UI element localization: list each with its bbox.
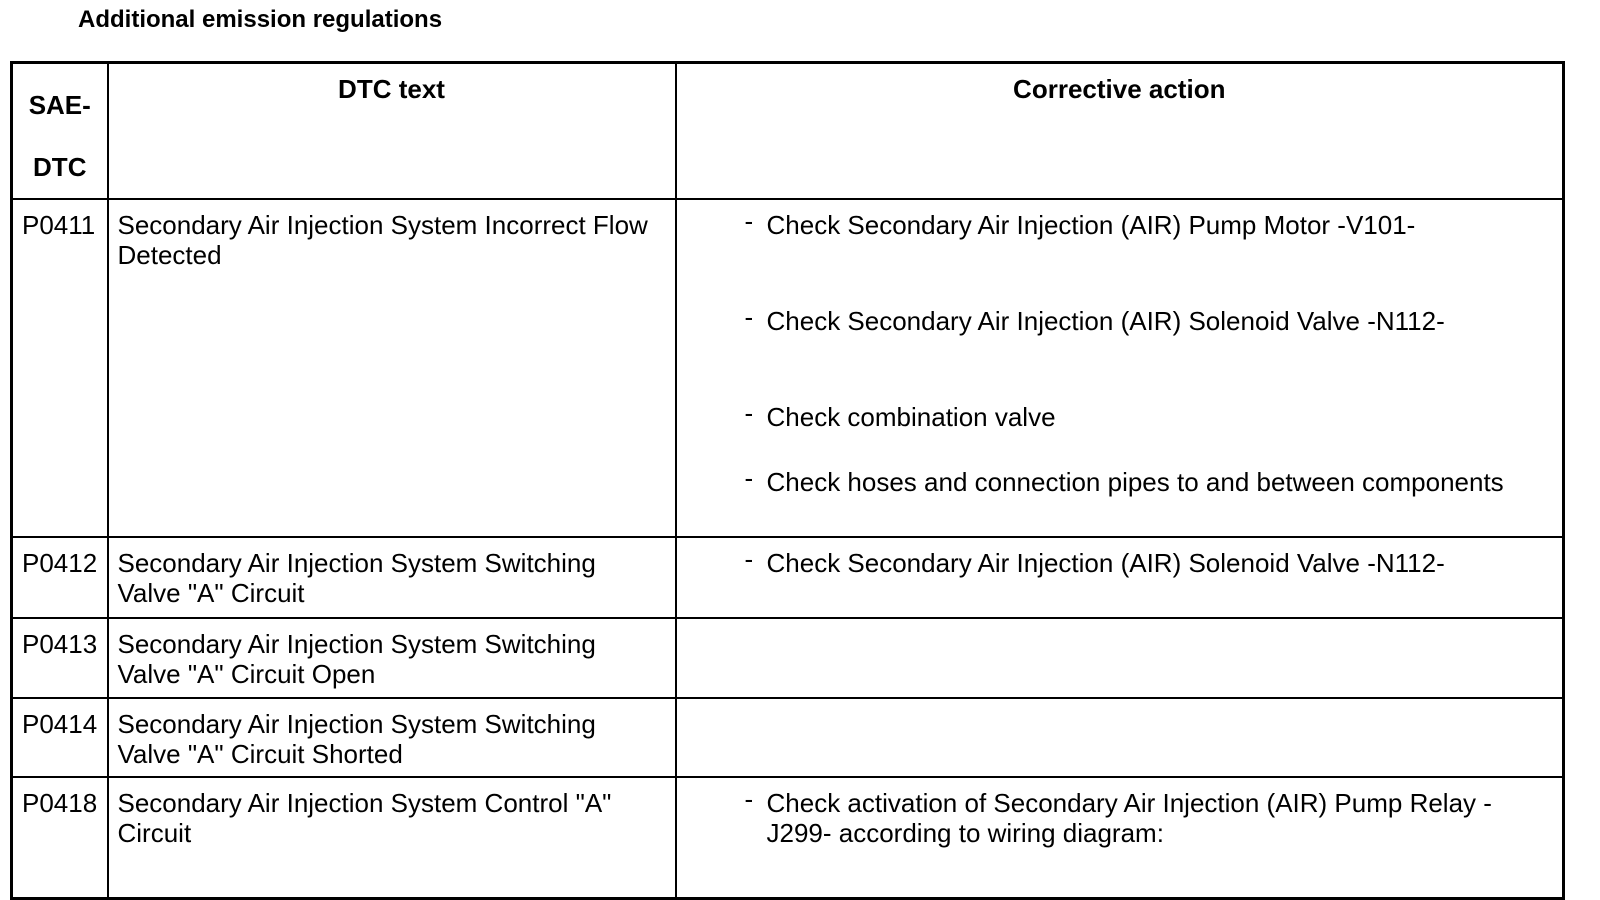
dash-bullet-icon: - [744, 463, 754, 493]
corrective-action-list [744, 544, 1555, 578]
dtc-text-cell: Secondary Air Injection System Switching Valve "A" Circuit Open [108, 618, 676, 698]
corrective-action-item [744, 206, 1555, 240]
corrective-action-text: Check combination valve [766, 402, 1056, 432]
corrective-action-text: Check Secondary Air Injection (AIR) Solenoid Valve -N112- [766, 548, 1445, 578]
corrective-action-cell [676, 199, 1564, 537]
dtc-code-cell: P0411 [12, 199, 108, 537]
dtc-text-cell: Secondary Air Injection System Control "A" Circuit [108, 777, 676, 898]
dtc-table [10, 61, 1565, 900]
header-sae-dtc-line2: DTC [33, 152, 87, 182]
table-header-row [12, 63, 1564, 200]
corrective-action-item [744, 463, 1555, 497]
dtc-text-cell: Secondary Air Injection System Incorrect Flow Detected [108, 199, 676, 537]
corrective-action-item [744, 302, 1555, 336]
dtc-code-cell: P0413 [12, 618, 108, 698]
table-row [12, 199, 1564, 537]
corrective-action-list [744, 206, 1555, 497]
dash-bullet-icon: - [744, 398, 754, 428]
table-row [12, 777, 1564, 898]
dash-bullet-icon: - [744, 206, 754, 236]
corrective-action-text: Check Secondary Air Injection (AIR) Solenoid Valve -N112- [766, 306, 1445, 336]
corrective-action-cell [676, 777, 1564, 898]
dash-bullet-icon: - [744, 544, 754, 574]
page-title: Additional emission regulations [78, 6, 443, 33]
corrective-action-list [744, 784, 1555, 848]
header-sae-dtc [12, 63, 108, 200]
corrective-action-text: Check Secondary Air Injection (AIR) Pump Motor -V101- [766, 210, 1416, 240]
header-sae-dtc-line1: SAE- [28, 90, 91, 120]
corrective-action-item [744, 784, 1555, 848]
header-corrective-action: Corrective action [676, 63, 1564, 200]
corrective-action-item [744, 398, 1555, 432]
corrective-action-cell [676, 698, 1564, 777]
corrective-action-text: Check hoses and connection pipes to and between components [766, 467, 1504, 497]
table-row [12, 698, 1564, 777]
dash-bullet-icon: - [744, 784, 754, 814]
corrective-action-text: Check activation of Secondary Air Injection (AIR) Pump Relay -J299- according to wiring diagram: [766, 788, 1492, 848]
dtc-code-cell: P0418 [12, 777, 108, 898]
dash-bullet-icon: - [744, 302, 754, 332]
table-row [12, 618, 1564, 698]
corrective-action-cell [676, 618, 1564, 698]
corrective-action-cell [676, 537, 1564, 618]
table-row [12, 537, 1564, 618]
header-dtc-text: DTC text [108, 63, 676, 200]
dtc-text-cell: Secondary Air Injection System Switching Valve "A" Circuit [108, 537, 676, 618]
dtc-code-cell: P0412 [12, 537, 108, 618]
dtc-code-cell: P0414 [12, 698, 108, 777]
corrective-action-item [744, 544, 1555, 578]
dtc-text-cell: Secondary Air Injection System Switching Valve "A" Circuit Shorted [108, 698, 676, 777]
